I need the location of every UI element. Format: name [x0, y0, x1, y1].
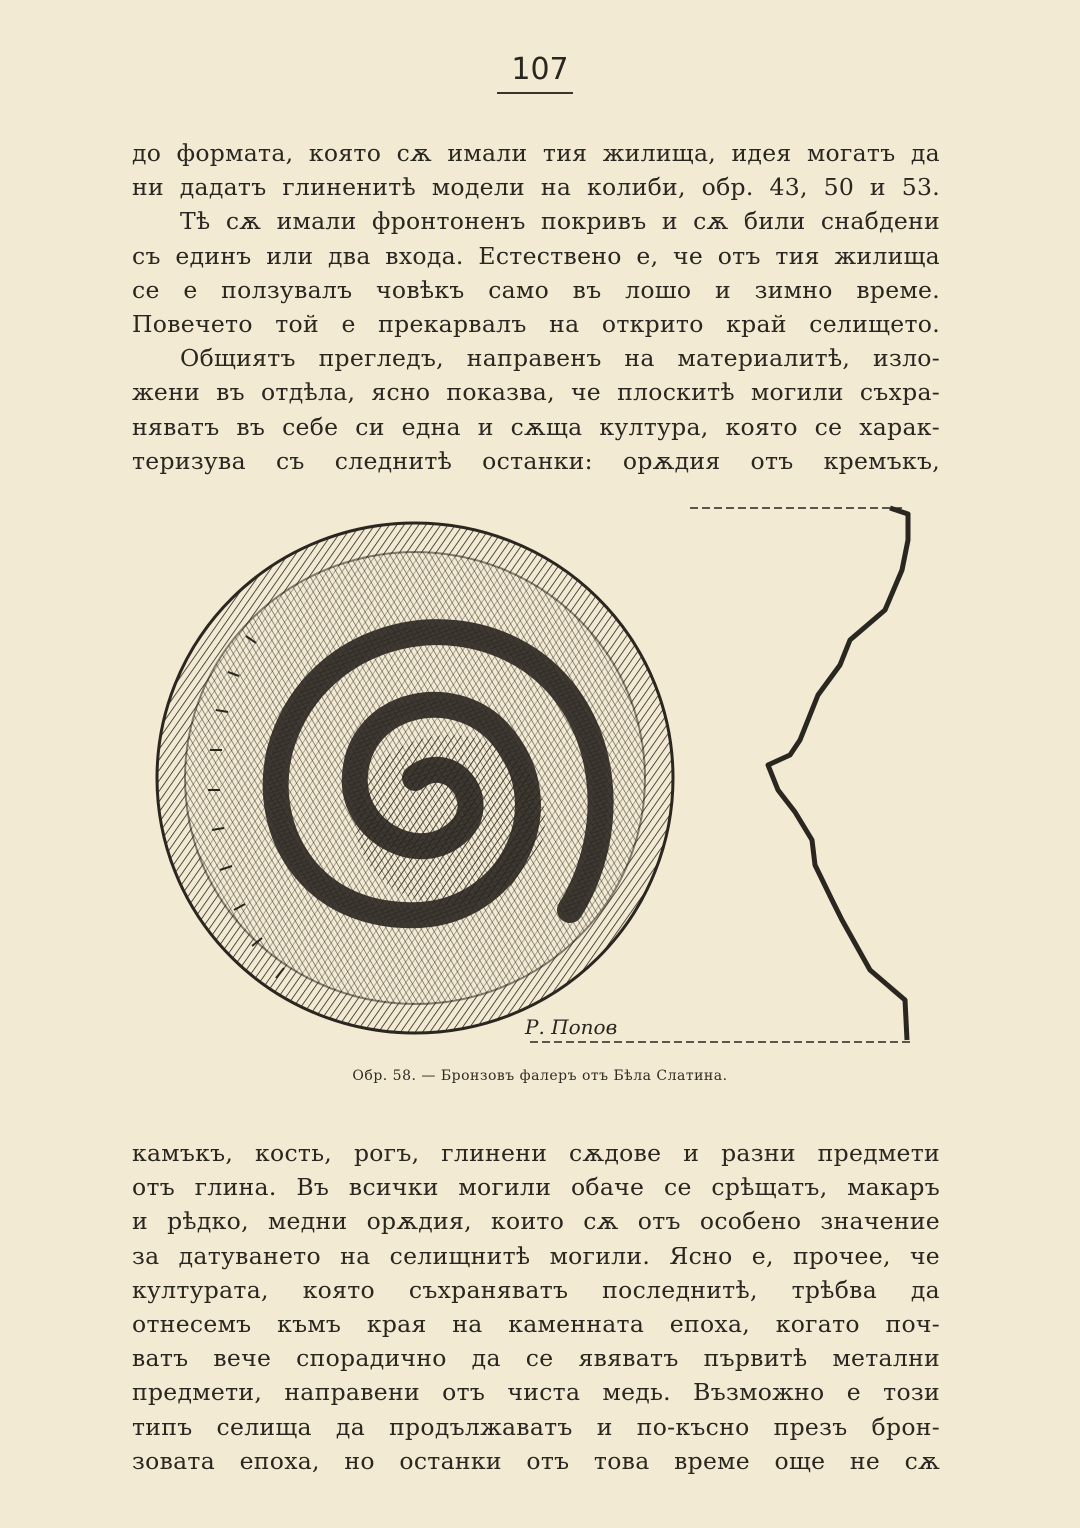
text-line: съ единъ или два входа. Естествено е, че отъ тия жилища: [132, 241, 940, 270]
top-paragraphs: [132, 136, 940, 478]
text-line: предмети, направени отъ чиста медь. Възможно е този: [132, 1378, 940, 1407]
text-line: Повечето той е прекарвалъ на открито край селището.: [132, 309, 940, 338]
phalera-profile-line: [768, 508, 908, 1040]
figure-caption: Обр. 58. — Бронзовъ фалеръ отъ Бѣла Слатина.: [352, 1068, 728, 1084]
text-line: се е ползувалъ човѣкъ само въ лошо и зимно време.: [132, 275, 940, 304]
page-number: 107: [511, 52, 569, 87]
text-line: Общиятъ прегледъ, направенъ на материалитѣ, изло-: [180, 344, 940, 373]
bottom-paragraphs: [132, 1136, 940, 1478]
page-number-rule: [497, 92, 573, 94]
text-line: отъ глина. Въ всички могили обаче се срѣщатъ, макаръ: [132, 1173, 940, 1202]
artist-signature: Р. Попов: [525, 1015, 618, 1039]
text-line: камъкъ, кость, рогъ, глинени сѫдове и разни предмети: [132, 1139, 940, 1167]
text-line: няватъ въ себе си една и сѫща култура, която се харак-: [132, 412, 940, 441]
text-line: ватъ вече спорадично да се явяватъ първитѣ метални: [132, 1344, 940, 1373]
text-line: отнесемъ къмъ края на каменната епоха, когато поч-: [132, 1309, 940, 1338]
phalera-drawing: [150, 500, 920, 1060]
text-line: ни дадатъ глиненитѣ модели на колиби, обр. 43, 50 и 53.: [132, 173, 940, 202]
text-line: и рѣдко, медни орѫдия, които сѫ отъ особено значение: [132, 1207, 940, 1236]
text-line: до формата, която сѫ имали тия жилища, идея могатъ да: [132, 139, 940, 167]
text-line: за датуването на селищнитѣ могили. Ясно е, прочее, че: [132, 1241, 940, 1270]
text-line: типъ селища да продължаватъ и по-късно презъ брон-: [132, 1412, 940, 1441]
text-line: културата, която съхраняватъ последнитѣ, трѣбва да: [132, 1275, 940, 1304]
text-line: Тѣ сѫ имали фронтоненъ покривъ и сѫ били снабдени: [180, 207, 940, 236]
text-line: теризува съ следнитѣ останки: орѫдия отъ кремъкъ,: [132, 446, 940, 475]
text-line: зовата епоха, но останки отъ това време още не сѫ: [132, 1446, 940, 1475]
phalera-illustration: [150, 500, 920, 1060]
text-line: жени въ отдѣла, ясно показва, че плоскитѣ могили съхра-: [132, 378, 940, 407]
